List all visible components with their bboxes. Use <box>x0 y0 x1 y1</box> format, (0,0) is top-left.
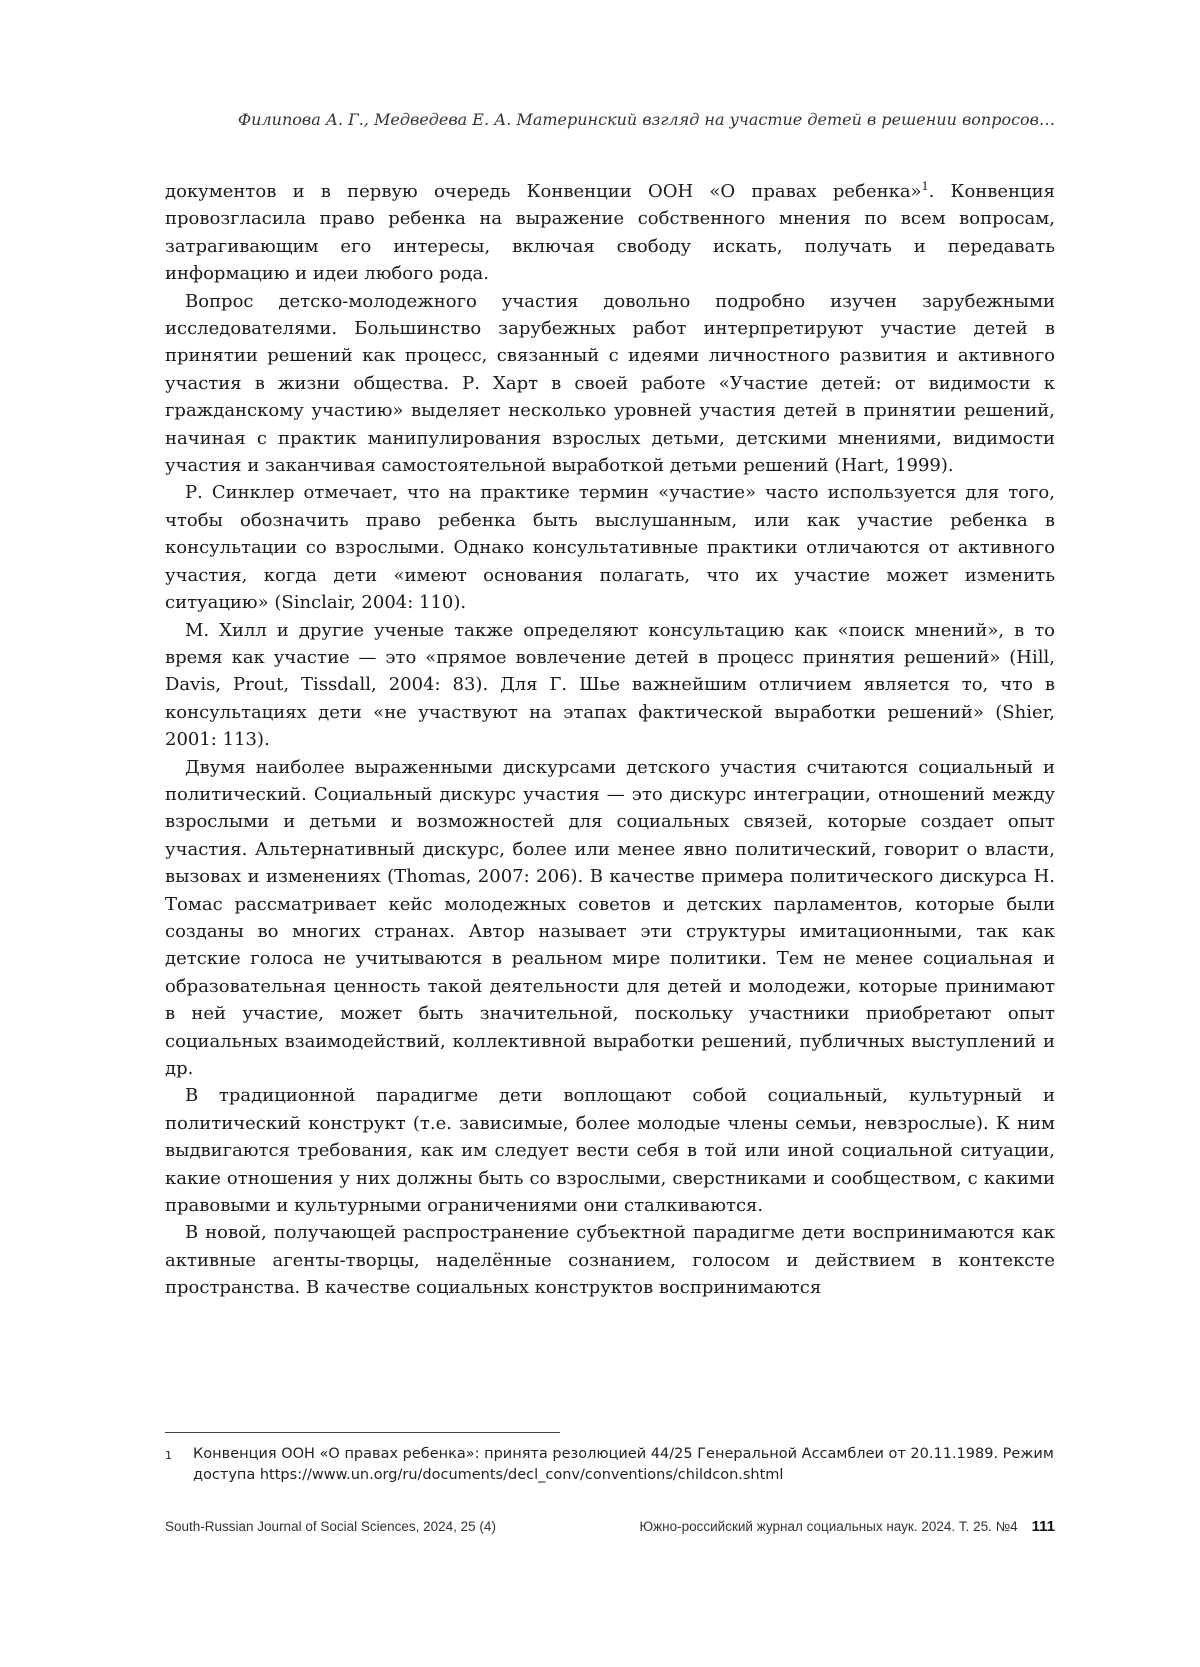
footer-journal-ru: Южно-российский журнал социальных наук. 2024. Т. 25. №4 <box>639 1519 1018 1534</box>
footer-right <box>640 1518 1056 1535</box>
paragraph: В традиционной парадигме дети воплощают собой социальный, культурный и политический конструкт (т.е. зависимые, более молодые члены семьи, невзрослые). К ним выдвигаются требования, как им следует вести себя в той или иной социальной ситуации, какие отношения у них должны быть со взрослыми, сверстниками и сообществом, с какими правовыми и культурными ограничениями они сталкиваются. <box>165 1085 1055 1217</box>
footnote <box>165 1444 1055 1486</box>
paragraph: М. Хилл и другие ученые также определяют консультацию как «поиск мнений», в то время как участие — это «прямое вовлечение детей в процесс принятия решений» (Hill, Davis, Prout, Tissdall, 2004: 83). Для Г. Шье важнейшим отличием является то, что в консультациях дети «не участвуют на этапах фактической выработки решений» (Shier, 2001: 113). <box>165 619 1055 751</box>
article-body <box>165 178 1055 1302</box>
footnote-number: 1 <box>165 1449 172 1462</box>
running-head: Филипова А. Г., Медведева Е. А. Материнский взгляд на участие детей в решении вопросов… <box>237 110 1055 129</box>
paragraph: Вопрос детско-молодежного участия довольно подробно изучен зарубежными исследователями. Большинство зарубежных работ интерпретируют участие детей в принятии решений как процесс, связанный с идеями личностного развития и активного участия в жизни общества. Р. Харт в своей работе «Участие детей: от видимости к гражданскому участию» выделяет несколько уровней участия детей в принятии решений, начиная с практик манипулирования взрослых детьми, детскими мнениями, видимости участия и заканчивая самостоятельной выработкой детьми решений (Hart, 1999). <box>165 290 1055 477</box>
paragraph: Двумя наиболее выраженными дискурсами детского участия считаются социальный и политический. Социальный дискурс участия — это дискурс интеграции, отношений между взрослыми и детьми и возможностей для социальных связей, которые создает опыт участия. Альтернативный дискурс, более или менее явно политический, говорит о власти, вызовах и изменениях (Thomas, 2007: 206). В качестве примера политического дискурса Н. Томас рассматривает кейс молодежных советов и детских парламентов, которые были созданы во многих странах. Автор называет эти структуры имитационными, так как детские голоса не учитываются в реальном мире политики. Тем не менее социальная и образовательная ценность такой деятельности для детей и молодежи, которые принимают в ней участие, может быть значительной, поскольку участники приобретают опыт социальных взаимодействий, коллективной выработки решений, публичных выступлений и др. <box>165 756 1055 1079</box>
page-number: 111 <box>1031 1518 1055 1535</box>
paragraph: документов и в первую очередь Конвенции ООН «О правах ребенка»$^1$. Конвенция провозгласила право ребенка на выражение собственного мнения по всем вопросам, затрагивающим его интересы, включая свободу искать, получать и передавать информацию и идеи любого рода. <box>165 180 1055 285</box>
footnote-divider <box>165 1432 560 1433</box>
footer-journal-en: South-Russian Journal of Social Sciences, 2024, 25 (4) <box>165 1519 496 1534</box>
paragraph: В новой, получающей распространение субъектной парадигме дети воспринимаются как активные агенты-творцы, наделённые сознанием, голосом и действием в контексте пространства. В качестве социальных конструктов воспринимаются <box>165 1222 1055 1299</box>
footnote-text: Конвенция ООН «О правах ребенка»: принята резолюцией 44/25 Генеральной Ассамблеи от 20.11.1989. Режим доступа https://www.un.org/ru/documents/decl_conv/conventions/childcon.shtml <box>193 1446 1054 1483</box>
footnote-ref[interactable]: 1 <box>921 180 929 193</box>
paragraph: Р. Синклер отмечает, что на практике термин «участие» часто используется для того, чтобы обозначить право ребенка быть выслушанным, или как участие ребенка в консультации со взрослыми. Однако консультативные практики отличаются от активного участия, когда дети «имеют основания полагать, что их участие может изменить ситуацию» (Sinclair, 2004: 110). <box>165 482 1055 614</box>
page-footer <box>165 1518 1055 1535</box>
